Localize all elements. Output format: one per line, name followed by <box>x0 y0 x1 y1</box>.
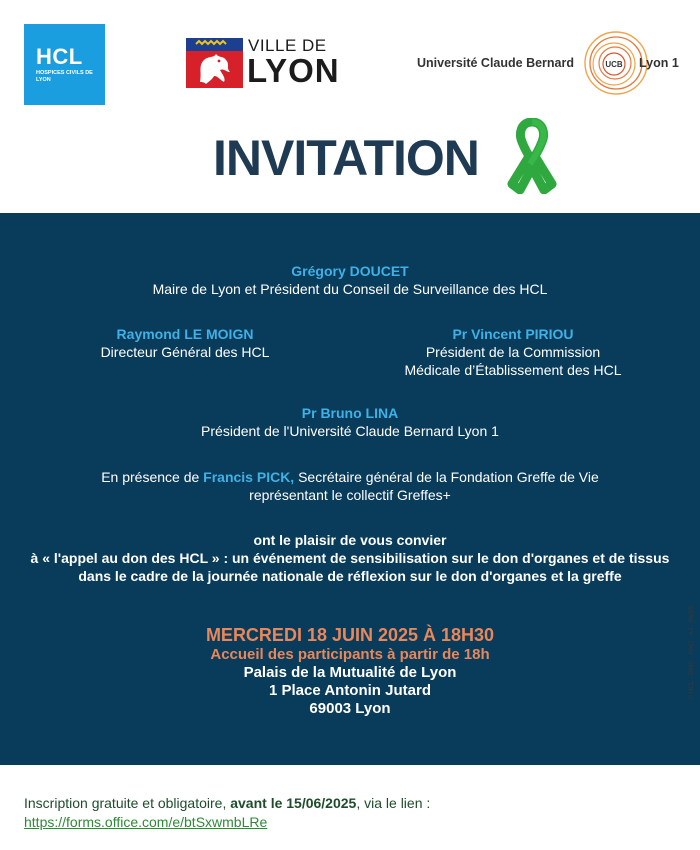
side-credit: © HCL · DMC · PAO · AJ · 06/25 <box>688 605 695 700</box>
host-1-role: Maire de Lyon et Président du Conseil de Surveillance des HCL <box>152 281 548 297</box>
ucbl-emblem-text: UCB <box>605 60 623 69</box>
presence-line1 <box>0 468 700 486</box>
registration-line <box>24 794 430 813</box>
host-4 <box>0 404 700 440</box>
event-address: 1 Place Antonin Jutard <box>269 682 431 699</box>
event-welcome: Accueil des participants à partir de 18h <box>210 646 490 663</box>
hcl-logo <box>24 24 105 105</box>
host-4-role: Président de l'Université Claude Bernard Lyon 1 <box>201 423 499 439</box>
host-3-role-line2: Médicale d’Établissement des HCL <box>404 362 622 378</box>
invitation-panel <box>0 213 700 765</box>
green-ribbon-icon <box>500 118 564 194</box>
host-3-name: Pr Vincent PIRIOU <box>452 326 574 342</box>
host-4-name: Pr Bruno LINA <box>301 405 399 421</box>
registration-link[interactable]: https://forms.office.com/e/btSxwmbLRe <box>24 814 268 830</box>
page-title: INVITATION <box>213 130 479 186</box>
invite-text <box>0 531 700 585</box>
lyon-logo-line2: LYON <box>247 52 340 89</box>
registration-deadline: avant le 15/06/2025 <box>230 795 357 811</box>
event-venue: Palais de la Mutualité de Lyon <box>243 664 457 681</box>
invite-line2: à « l'appel au don des HCL » : un événement de sensibilisation sur le don d'organes et de tissus <box>30 550 670 566</box>
hcl-logo-subtitle: HOSPICES CIVILS DE LYON <box>36 70 93 83</box>
host-1 <box>0 262 700 298</box>
host-1-name: Grégory DOUCET <box>291 263 409 279</box>
university-city: Lyon 1 <box>639 56 679 70</box>
event-details <box>0 624 700 718</box>
invite-line1: ont le plaisir de vous convier <box>253 532 447 548</box>
lyon-crest-icon <box>186 38 243 88</box>
invite-line3: dans le cadre de la journée nationale de réflexion sur le don d'organes et la greffe <box>78 568 622 584</box>
ville-de-lyon-logo <box>186 36 346 92</box>
registration-text-prefix: Inscription gratuite et obligatoire, <box>24 795 227 811</box>
host-2 <box>60 325 310 361</box>
presence-line2: représentant le collectif Greffes+ <box>249 487 451 503</box>
host-2-name: Raymond LE MOIGN <box>116 326 254 342</box>
lyon-logo-line1: VILLE DE <box>248 36 327 55</box>
presence-prefix: En présence de <box>101 469 200 485</box>
event-date: MERCREDI 18 JUIN 2025 À 18H30 <box>205 625 495 645</box>
presence <box>0 468 700 504</box>
presence-name: Francis PICK, <box>203 469 295 485</box>
host-2-role: Directeur Général des HCL <box>100 344 270 360</box>
university-name: Université Claude Bernard <box>417 56 574 70</box>
registration-footer <box>24 794 430 832</box>
event-city: 69003 Lyon <box>309 700 391 717</box>
presence-suffix: Secrétaire général de la Fondation Greffe de Vie <box>298 469 599 485</box>
host-3 <box>383 325 643 379</box>
registration-text-suffix: , via le lien : <box>356 795 431 811</box>
hcl-logo-title: HCL <box>36 44 83 69</box>
host-3-role-line1: Président de la Commission <box>425 344 601 360</box>
